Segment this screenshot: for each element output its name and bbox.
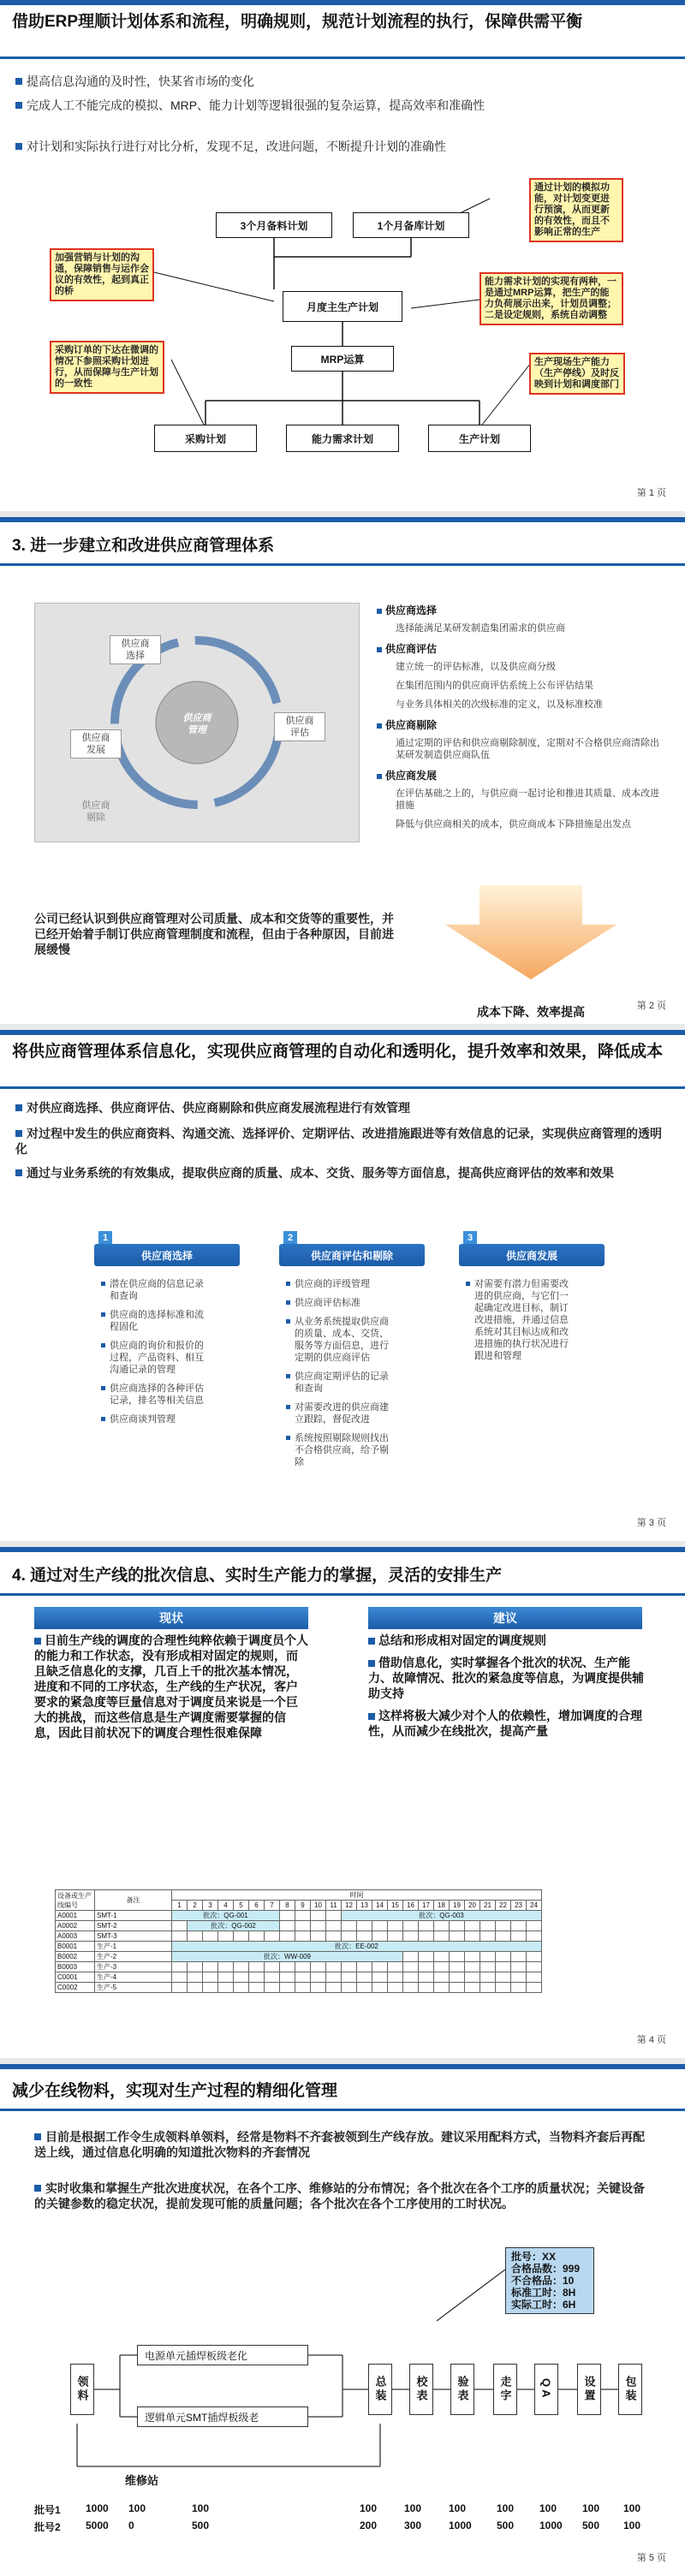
gantt-bar: 批次：EE-002 [172,1942,542,1952]
gantt-hour: 4 [218,1901,234,1911]
gantt-row-id: B0003 [56,1962,95,1972]
section-develop: 供应商发展 在评估基础之上的，与供应商一起讨论和推进其质量、成本改进措施 降低与供应商相关的成本，供应商成本下降措施是出发点 [377,768,668,830]
title-divider [0,1593,685,1596]
phase-1-number: 1 [98,1230,113,1246]
note-sales-ops: 加强营销与计划的沟通，保障销售与运作会议的有效性，起到真正的桥 [50,248,154,301]
gantt-cell [434,1921,450,1931]
gantt-cell [480,1972,496,1983]
gantt-cell [511,1952,527,1962]
phase-3-header: 供应商发展 [459,1244,605,1266]
gantt-bar: 批次：QG-002 [188,1921,280,1931]
gantt-cell [434,1962,450,1972]
gantt-cell [372,1921,388,1931]
gantt-cell [496,1972,511,1983]
gantt-row [56,1911,542,1921]
section-eval: 供应商评估 建立统一的评估标准，以及供应商分级 在集团范围内的供应商评估系统上公布评估结果 与业务具体相关的次级标准的定义，以及标准校准 [377,641,668,711]
gantt-cell [357,1983,372,1993]
gantt-row [56,1942,542,1952]
gantt-cell [311,1962,326,1972]
gantt-cell [496,1931,511,1942]
gantt-cell [357,1972,372,1983]
gantt-cell [326,1921,342,1931]
gantt-cell [295,1962,311,1972]
gantt-cell [280,1911,295,1921]
gantt-cell [511,1921,527,1931]
gantt-cell [342,1921,357,1931]
purchase-plan-box: 采购计划 [154,425,257,452]
gantt-hour: 20 [465,1901,480,1911]
gantt-cell [496,1962,511,1972]
gantt-row-id: A0001 [56,1911,95,1921]
gantt-cell [480,1962,496,1972]
gantt-cell [419,1983,434,1993]
gantt-row-line: 生产-4 [95,1972,172,1983]
gantt-cell [511,1931,527,1942]
cycle-develop-label: 供应商 发展 [70,729,122,759]
gantt-cell [188,1972,203,1983]
phase-2-number: 2 [283,1230,298,1246]
status-header: 现状 [34,1607,308,1629]
gantt-row-id: A0002 [56,1921,95,1931]
gantt-hour: 24 [527,1901,542,1911]
gantt-cell [419,1921,434,1931]
gantt-cell [357,1962,372,1972]
gantt-cell [388,1921,403,1931]
gantt-cell [496,1983,511,1993]
gantt-cell [311,1921,326,1931]
gantt-row-id: A0003 [56,1931,95,1942]
gantt-hour: 6 [249,1901,265,1911]
section-select: 供应商选择 选择能满足某研发制造集团需求的供应商 [377,603,668,634]
page-number: 第 2 页 [636,1001,666,1011]
gantt-row [56,1972,542,1983]
gantt-cell [527,1972,542,1983]
gantt-hour: 10 [311,1901,326,1911]
gantt-cell [203,1962,218,1972]
gantt-cell [480,1983,496,1993]
slide-title: 将供应商管理体系信息化，实现供应商管理的自动化和透明化，提升效率和效果，降低成本 [12,1043,664,1061]
suggestion-list: 总结和形成相对固定的调度规则 借助信息化，实时掌握各个批次的状况、生产能力、故障情况、批次的紧急度等信息，为调度提供辅助支持 这样将极大减少对个人的依赖性，增加调度的合理性，从而减少在线批次，提高产量 [368,1633,644,1738]
gantt-cell [403,1962,419,1972]
bullet-square-icon [368,1660,375,1667]
result-arrow [0,517,685,1024]
note-shopfloor: 生产现场生产能力（生产停线）及时反映到计划和调度部门 [529,353,625,395]
slide-5: 减少在线物料，实现对生产过程的精细化管理 目前是根据工作令生成领料单领料，经常是物料不齐套被领到生产线存放。建议采用配料方式，当物料齐套后再配送上线，通过信息化明确的知道批次物料的齐套情况 实时收集和掌握生产批次进度状况，在各个工序、维修站的分布情况；各个批次在各个工序的质量状况；关键设备的关键参数的稳定状况，提前发现可能的质量问题；各个批次在各个工序使用的工时状况。 批号：XX 合格品数：999 不合格品：10 标准工时：8H 实际工时：6H 领料 电源单元插焊板级老化 逻辑单元SMT插焊板级老 总装 校表 验表 走字 QA 设置 包装 维修站 批号1 1000 100 100 100 100 100 100 100 100 100 批号2 5000 0 500 200 300 1000 500 1000 500 100 第 5 页 [0,2064,685,2576]
gantt-row-line: 生产-1 [95,1942,172,1952]
gantt-cell [342,1972,357,1983]
bullet-square-icon [15,1130,22,1137]
gantt-cell [465,1952,480,1962]
top-bar [0,1030,685,1035]
gantt-cell [434,1972,450,1983]
gantt-hour: 1 [172,1901,188,1911]
gantt-cell [403,1983,419,1993]
flow-step-qa: QA [534,2364,558,2415]
capacity-plan-box: 能力需求计划 [286,425,399,452]
note-capacity: 能力需求计划的实现有两种，一是通过MRP运算，把生产的能力负荷展示出来，计划员调整；二是设定规则，系统自动调整 [480,272,623,325]
gantt-row [56,1931,542,1942]
gantt-cell [218,1962,234,1972]
phase-2-header: 供应商评估和剔除 [279,1244,425,1266]
gantt-cell [465,1983,480,1993]
gantt-cell [465,1962,480,1972]
gantt-cell [326,1972,342,1983]
bullet-3: 通过与业务系统的有效集成，提取供应商的质量、成本、交货、服务等方面信息，提高供应商评估的效率和效果 [15,1165,666,1181]
gantt-cell [249,1931,265,1942]
suggestion-header: 建议 [368,1607,642,1629]
gantt-cell [188,1962,203,1972]
bullet-square-icon [368,1713,375,1720]
slide-1 [0,0,685,511]
gantt-cell [403,1952,419,1962]
phase-3-number: 3 [462,1230,478,1246]
gantt-cell [419,1952,434,1962]
slide-title: 4. 通过对生产线的批次信息、实时生产能力的掌握，灵活的安排生产 [12,1567,503,1585]
flow-sub-power: 电源单元插焊板级老化 [137,2345,308,2365]
gantt-cell [172,1972,188,1983]
gantt-row-line: 生产-3 [95,1962,172,1972]
gantt-cell [234,1972,249,1983]
flow-step-setup: 设置 [577,2364,601,2415]
bullet-1: 目前是根据工作令生成领料单领料，经常是物料不齐套被领到生产线存放。建议采用配料方式，当物料齐套后再配送上线，通过信息化明确的知道批次物料的齐套情况 [34,2130,645,2159]
gantt-cell [465,1921,480,1931]
gantt-cell [342,1962,357,1972]
gantt-cell [249,1983,265,1993]
gantt-cell [450,1921,465,1931]
monthly-master-plan-box: 月度主生产计划 [283,291,402,322]
gantt-cell [280,1962,295,1972]
flow-step-calibrate: 校表 [409,2364,433,2415]
gantt-cell [372,1931,388,1942]
phase-1-list: 潜在供应商的信息记录和查询 供应商的选择标准和流程固化 供应商的询价和报价的过程，产品资料、相互沟通记录的管理 供应商选择的各种评估记录，排名等相关信息 供应商谈判管理 [101,1278,212,1432]
page-number: 第 5 页 [636,2553,666,2563]
flow-connectors [0,2064,685,2576]
production-plan-box: 生产计划 [428,425,531,452]
gantt-row-line: 生产-5 [95,1983,172,1993]
gantt-cell [295,1931,311,1942]
gantt-cell [326,1931,342,1942]
gantt-hour: 12 [342,1901,357,1911]
gantt-cell [326,1911,342,1921]
gantt-hour: 17 [419,1901,434,1911]
gantt-cell [496,1952,511,1962]
bullet-square-icon [15,1104,22,1111]
gantt-cell [311,1972,326,1983]
gantt-cell [450,1972,465,1983]
gantt-cell [450,1952,465,1962]
gantt-cell [388,1983,403,1993]
gantt-cell [188,1931,203,1942]
slide-4 [0,1547,685,2058]
gantt-cell [372,1972,388,1983]
gantt-row [56,1983,542,1993]
repair-station-label: 维修站 [125,2474,159,2487]
gantt-cell [403,1931,419,1942]
gantt-hour: 22 [496,1901,511,1911]
page-number: 第 1 页 [636,488,666,498]
gantt-header-row-1 [56,1890,542,1901]
gantt-cell [280,1921,295,1931]
note-purchase-order: 采购订单的下达在微调的情况下参照采购计划进行，从而保障与生产计划的一致性 [50,341,164,394]
slide-2 [0,517,685,1024]
bullet-square-icon [15,1169,22,1176]
gantt-cell [295,1972,311,1983]
gantt-row-line: SMT-1 [95,1911,172,1921]
gantt-cell [527,1962,542,1972]
gantt-cell [527,1952,542,1962]
gantt-cell [465,1972,480,1983]
page-number: 第 4 页 [636,2035,666,2045]
gantt-cell [403,1972,419,1983]
gantt-cell [311,1931,326,1942]
slide-title: 借助ERP理顺计划体系和流程，明确规则，规范计划流程的执行，保障供需平衡 [12,13,583,31]
top-bar [0,1547,685,1552]
gantt-cell [249,1972,265,1983]
gantt-row [56,1952,542,1962]
gantt-cell [372,1983,388,1993]
gantt-cell [511,1972,527,1983]
flow-step-run: 走字 [493,2364,517,2415]
gantt-cell [419,1931,434,1942]
gantt-cell [265,1972,280,1983]
title-divider [0,1086,685,1089]
gantt-head-note: 备注 [95,1890,172,1911]
gantt-cell [234,1931,249,1942]
gantt-cell [450,1931,465,1942]
gantt-cell [234,1983,249,1993]
gantt-cell [172,1921,188,1931]
bullet-2: 完成人工不能完成的模拟、MRP、能力计划等逻辑很强的复杂运算，提高效率和准确性 [15,98,666,113]
gantt-cell [234,1962,249,1972]
gantt-cell [326,1962,342,1972]
gantt-cell [419,1972,434,1983]
gantt-cell [372,1962,388,1972]
bullet-square-icon [368,1638,375,1645]
production-gantt [55,1889,542,1993]
gantt-cell [188,1983,203,1993]
gantt-cell [203,1983,218,1993]
gantt-hour: 16 [403,1901,419,1911]
cycle-eval-label: 供应商 评估 [274,712,325,741]
three-month-plan-box: 3个月备料计划 [216,212,332,238]
gantt-cell [218,1983,234,1993]
gantt-cell [311,1911,326,1921]
gantt-hour: 21 [480,1901,496,1911]
gantt-cell [280,1972,295,1983]
gantt-cell [450,1962,465,1972]
slide-title: 3. 进一步建立和改进供应商管理体系 [12,537,275,555]
gantt-row-line: 生产-2 [95,1952,172,1962]
gantt-hour: 11 [326,1901,342,1911]
section-remove: 供应商剔除 通过定期的评估和供应商剔除制度，定期对不合格供应商清除出某研发制造供应商队伍 [377,717,668,761]
gantt-cell [311,1983,326,1993]
bullet-2: 实时收集和掌握生产批次进度状况，在各个工序、维修站的分布情况；各个批次在各个工序的质量状况；关键设备的关键参数的稳定状况，提前发现可能的质量问题；各个批次在各个工序使用的工时状况。 [34,2181,645,2210]
mrp-box: MRP运算 [291,346,394,372]
flow-step-pack: 包装 [618,2364,642,2415]
gantt-cell [265,1931,280,1942]
phase-1-header: 供应商选择 [94,1244,240,1266]
gantt-cell [295,1983,311,1993]
gantt-cell [527,1921,542,1931]
slide-title: 减少在线物料，实现对生产过程的精细化管理 [12,2082,338,2100]
gantt-cell [357,1931,372,1942]
gantt-bar: 批次：WW-009 [172,1952,403,1962]
gantt-cell [357,1921,372,1931]
gantt-row-id: C0002 [56,1983,95,1993]
cycle-remove-label: 供应商 剔除 [81,800,110,823]
page-number: 第 3 页 [636,1518,666,1528]
cycle-select-label: 供应商 选择 [110,635,161,664]
gantt-cell [527,1931,542,1942]
gantt-cell [511,1962,527,1972]
phase-2-list: 供应商的评级管理 供应商评估标准 从业务系统提取供应商的质量、成本、交货、服务等方面信息，进行定期的供应商评估 供应商定期评估的记录和查询 对需要改进的供应商建立跟踪，督促改进 系统按照剔除规则找出不合格供应商，给予剔除 [286,1278,389,1475]
gantt-hour: 13 [357,1901,372,1911]
gantt-cell [280,1983,295,1993]
bullet-3: 对计划和实际执行进行对比分析，发现不足，改进问题，不断提升计划的准确性 [15,139,666,154]
gantt-row-line: SMT-2 [95,1921,172,1931]
cycle-center-label: 供应商 管理 [182,713,211,735]
gantt-cell [265,1962,280,1972]
gantt-hour: 5 [234,1901,249,1911]
gantt-bar: 批次：QG-003 [342,1911,542,1921]
gantt-cell [480,1931,496,1942]
gantt-cell [388,1972,403,1983]
gantt-bar: 批次：QG-001 [172,1911,280,1921]
supplier-statement: 公司已经认识到供应商管理对公司质量、成本和交货等的重要性，并已经开始着手制订供应商管理制度和流程，但由于各种原因，目前进展缓慢 [34,912,394,956]
gantt-hour: 9 [295,1901,311,1911]
gantt-cell [218,1931,234,1942]
gantt-hour: 8 [280,1901,295,1911]
gantt-cell [388,1962,403,1972]
gantt-cell [511,1983,527,1993]
gantt-row-id: C0001 [56,1972,95,1983]
bullet-square-icon [34,1638,41,1645]
gantt-cell [434,1931,450,1942]
bullet-1: 对供应商选择、供应商评估、供应商剔除和供应商发展流程进行有效管理 [15,1100,666,1115]
phase-3-list: 对需要有潜力但需要改进的供应商，与它们一起确定改进目标，制订改进措施，并通过信息系统对其目标达成和改进措施的执行状况进行跟进和管理 [466,1278,569,1369]
gantt-cell [295,1911,311,1921]
gantt-hour: 19 [450,1901,465,1911]
bullet-1: 提高信息沟通的及时性，快某省市场的变化 [15,74,666,89]
bullet-2: 对过程中发生的供应商资料、沟通交流、选择评价、定期评估、改进措施跟进等有效信息的记录，实现供应商管理的透明化 [15,1127,662,1156]
gantt-cell [480,1921,496,1931]
result-arrow-text: 成本下降、效率提高 [477,1005,585,1019]
gantt-cell [203,1972,218,1983]
gantt-cell [388,1931,403,1942]
gantt-cell [265,1983,280,1993]
gantt-cell [172,1983,188,1993]
gantt-cell [326,1983,342,1993]
gantt-cell [527,1983,542,1993]
gantt-cell [480,1952,496,1962]
gantt-hour: 14 [372,1901,388,1911]
gantt-cell [218,1972,234,1983]
note-simulation: 通过计划的模拟功能，对计划变更进行预演，从而更新的有效性，而且不影响正常的生产 [529,178,623,242]
gantt-row-id: B0002 [56,1952,95,1962]
gantt-cell [280,1931,295,1942]
gantt-cell [496,1921,511,1931]
gantt-cell [434,1952,450,1962]
gantt-head-equipment: 设备或生产 线编号 [56,1890,95,1911]
gantt-cell [465,1931,480,1942]
gantt-cell [434,1983,450,1993]
gantt-cell [342,1931,357,1942]
flow-step-inspect: 验表 [450,2364,474,2415]
batch-info-card: 批号：XX 合格品数：999 不合格品：10 标准工时：8H 实际工时：6H [505,2247,594,2314]
gantt-row-id: B0001 [56,1942,95,1952]
gantt-head-time: 时间 [172,1890,542,1901]
gantt-row [56,1962,542,1972]
flow-step-assembly: 总装 [368,2364,392,2415]
gantt-cell [249,1962,265,1972]
gantt-cell [172,1962,188,1972]
gantt-cell [203,1931,218,1942]
gantt-row-line: SMT-3 [95,1931,172,1942]
gantt-cell [342,1983,357,1993]
gantt-hour: 7 [265,1901,280,1911]
gantt-hour: 15 [388,1901,403,1911]
gantt-cell [295,1921,311,1931]
one-month-plan-box: 1个月备库计划 [353,212,469,238]
status-text: 目前生产线的调度的合理性纯粹依赖于调度员个人的能力和工作状态，没有形成相对固定的规则，而且缺乏信息化的支撑，几百上千的批次基本情况，进度和不同的工序状态，生产线的生产状况，客户要求的紧急度等巨量信息对于调度员来说是一个巨大的挑战，而这些信息是生产调度需要掌握的信息，因此目前状况下的调度合理性很难保障 [34,1633,308,1740]
flow-pick: 领料 [70,2364,94,2415]
gantt-hour: 2 [188,1901,203,1911]
gantt-hour: 3 [203,1901,218,1911]
gantt-cell [419,1962,434,1972]
flow-sub-logic: 逻辑单元SMT插焊板级老 [137,2406,308,2427]
gantt-row [56,1921,542,1931]
gantt-cell [403,1921,419,1931]
slide-3 [0,1030,685,1541]
gantt-cell [450,1983,465,1993]
gantt-hour: 18 [434,1901,450,1911]
gantt-cell [172,1931,188,1942]
gantt-hour: 23 [511,1901,527,1911]
